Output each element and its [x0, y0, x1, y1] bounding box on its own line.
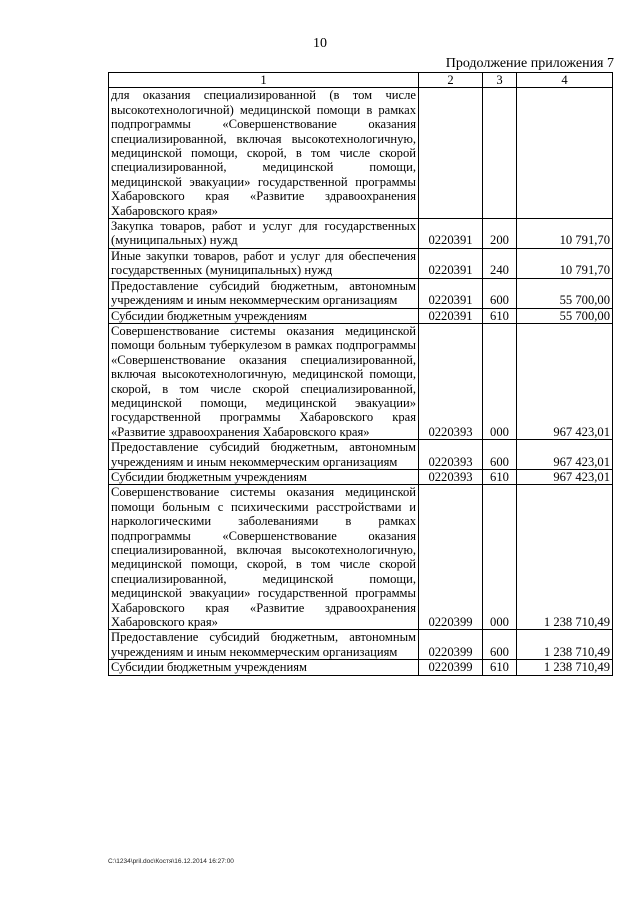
- row-amount: 967 423,01: [517, 469, 613, 484]
- table-row: [109, 660, 613, 675]
- header-col-4: 4: [517, 73, 613, 88]
- row-expense-kind: 000: [483, 485, 517, 630]
- row-target-code: 0220399: [419, 660, 483, 675]
- row-name: Субсидии бюджетным учреждениям: [109, 308, 419, 323]
- header-col-1: 1: [109, 73, 419, 88]
- table-row: [109, 278, 613, 308]
- table-row: [109, 485, 613, 630]
- row-name: Закупка товаров, работ и услуг для государственных (муниципальных) нужд: [109, 219, 419, 249]
- row-name: Субсидии бюджетным учреждениям: [109, 469, 419, 484]
- table-row: [109, 248, 613, 278]
- table-row: [109, 440, 613, 470]
- row-expense-kind: 600: [483, 440, 517, 470]
- table-header-row: [109, 73, 613, 88]
- row-amount: 1 238 710,49: [517, 630, 613, 660]
- row-expense-kind: 610: [483, 469, 517, 484]
- row-name: Предоставление субсидий бюджетным, автономным учреждениям и иным некоммерческим организациям: [109, 278, 419, 308]
- row-expense-kind: 240: [483, 248, 517, 278]
- row-target-code: 0220391: [419, 278, 483, 308]
- row-target-code: 0220393: [419, 323, 483, 439]
- continuation-label: Продолжение приложения 7: [445, 56, 614, 71]
- header-col-2: 2: [419, 73, 483, 88]
- page-number: 10: [313, 36, 327, 51]
- row-expense-kind: 200: [483, 219, 517, 249]
- row-expense-kind: 610: [483, 308, 517, 323]
- table-row: [109, 308, 613, 323]
- row-name: Иные закупки товаров, работ и услуг для обеспечения государственных (муниципальных) нужд: [109, 248, 419, 278]
- row-target-code: 0220391: [419, 308, 483, 323]
- row-amount: 10 791,70: [517, 219, 613, 249]
- row-target-code: 0220399: [419, 630, 483, 660]
- row-amount: 967 423,01: [517, 323, 613, 439]
- row-name: Совершенствование системы оказания медицинской помощи больным туберкулезом в рамках подпрограммы «Совершенствование оказания специализированной, включая высокотехнологичную, медицинской помощи, скорой, в том числе скорой специализированной, медицинской помощи, медицинской эвакуации» государственной программы Хабаровского края «Развитие здравоохранения Хабаровского края»: [109, 323, 419, 439]
- row-amount: [517, 88, 613, 219]
- table-row: [109, 88, 613, 219]
- row-amount: 55 700,00: [517, 278, 613, 308]
- table-row: [109, 630, 613, 660]
- table-row: [109, 323, 613, 439]
- row-name: для оказания специализированной (в том числе высокотехнологичной) медицинской помощи в рамках подпрограммы «Совершенствование оказания специализированной, включая высокотехнологичную, медицинской помощи, скорой, в том числе скорой специализированной, медицинской помощи, медицинской эвакуации» государственной программы Хабаровского края «Развитие здравоохранения Хабаровского края»: [109, 88, 419, 219]
- table-row: [109, 219, 613, 249]
- row-amount: 1 238 710,49: [517, 660, 613, 675]
- row-expense-kind: 000: [483, 323, 517, 439]
- row-amount: 10 791,70: [517, 248, 613, 278]
- header-col-3: 3: [483, 73, 517, 88]
- table-row: [109, 469, 613, 484]
- row-name: Предоставление субсидий бюджетным, автономным учреждениям и иным некоммерческим организациям: [109, 440, 419, 470]
- row-name: Предоставление субсидий бюджетным, автономным учреждениям и иным некоммерческим организациям: [109, 630, 419, 660]
- row-expense-kind: 610: [483, 660, 517, 675]
- budget-table: [108, 72, 613, 676]
- footer-file-path: C:\1234\pril.doc\Костя\16.12.2014 16:27:00: [108, 858, 234, 865]
- table-body: [109, 88, 613, 675]
- row-name: Субсидии бюджетным учреждениям: [109, 660, 419, 675]
- row-expense-kind: 600: [483, 278, 517, 308]
- row-amount: 967 423,01: [517, 440, 613, 470]
- row-expense-kind: [483, 88, 517, 219]
- row-target-code: 0220393: [419, 440, 483, 470]
- row-name: Совершенствование системы оказания медицинской помощи больным с психическими расстройствами и наркологическими заболеваниями в рамках подпрограммы «Совершенствование оказания специализированной, включая высокотехнологичную, медицинской помощи, скорой, в том числе скорой специализированной, медицинской помощи, медицинской эвакуации» государственной программы Хабаровского края «Развитие здравоохранения Хабаровского края»: [109, 485, 419, 630]
- row-target-code: 0220393: [419, 469, 483, 484]
- row-target-code: [419, 88, 483, 219]
- row-amount: 55 700,00: [517, 308, 613, 323]
- row-target-code: 0220391: [419, 219, 483, 249]
- row-amount: 1 238 710,49: [517, 485, 613, 630]
- row-target-code: 0220391: [419, 248, 483, 278]
- row-target-code: 0220399: [419, 485, 483, 630]
- row-expense-kind: 600: [483, 630, 517, 660]
